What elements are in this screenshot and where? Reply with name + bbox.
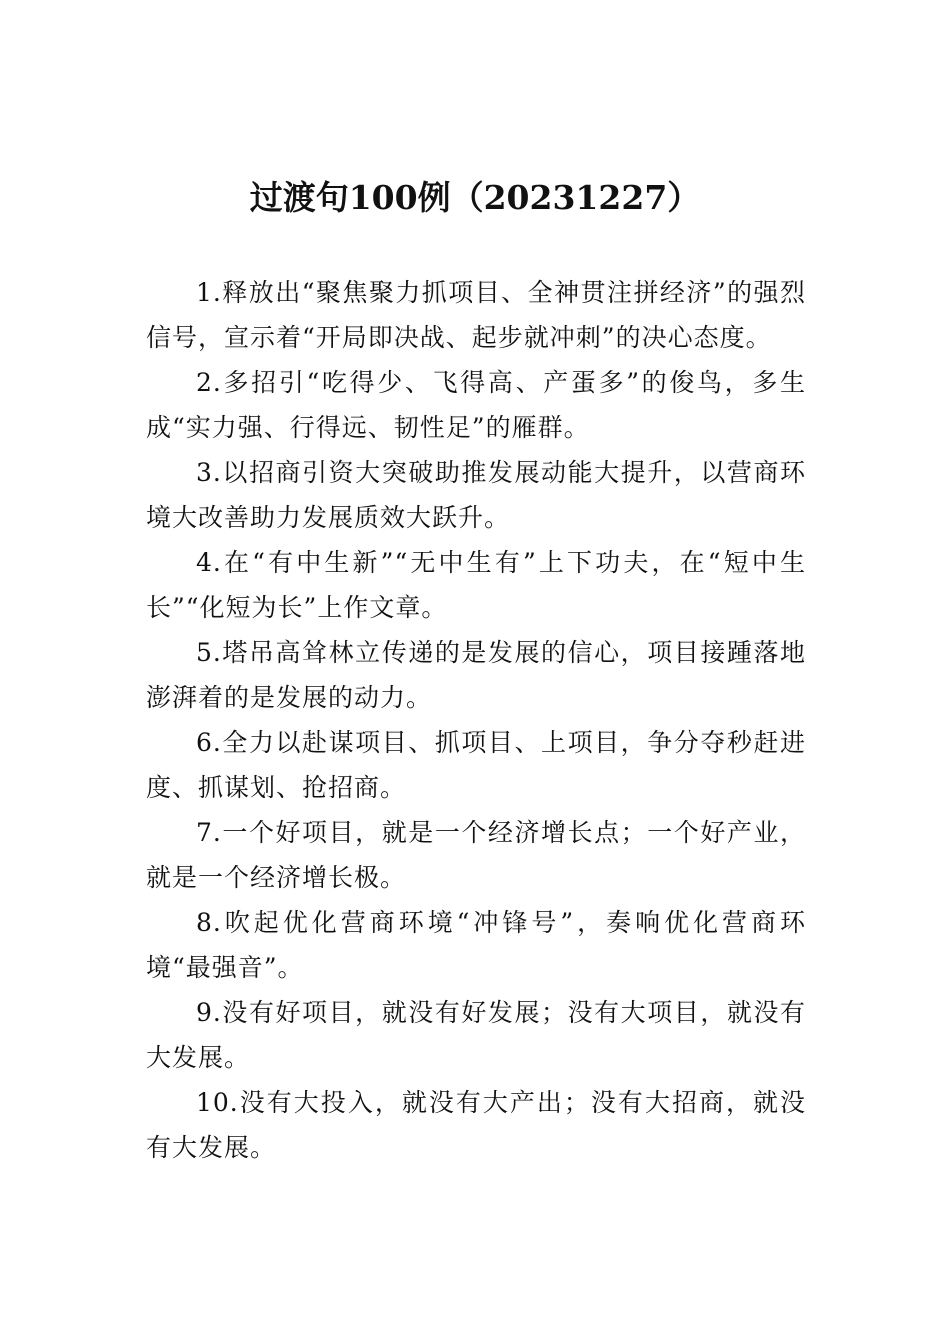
paragraph-2: 2.多招引“吃得少、飞得高、产蛋多”的俊鸟，多生成“实力强、行得远、韧性足”的雁群。 bbox=[146, 368, 806, 442]
paragraph-6: 6.全力以赴谋项目、抓项目、上项目，争分夺秒赶进度、抓谋划、抢招商。 bbox=[146, 728, 806, 802]
paragraph-8: 8.吹起优化营商环境“冲锋号”，奏响优化营商环境“最强音”。 bbox=[146, 908, 806, 982]
paragraph-1: 1.释放出“聚焦聚力抓项目、全神贯注拼经济”的强烈信号，宣示着“开局即决战、起步就冲刺”的决心态度。 bbox=[146, 278, 806, 352]
paragraph-9: 9.没有好项目，就没有好发展；没有大项目，就没有大发展。 bbox=[146, 998, 806, 1072]
document-title: 过渡句100例（20231227） bbox=[249, 178, 701, 217]
paragraph-10: 10.没有大投入，就没有大产出；没有大招商，就没有大发展。 bbox=[146, 1088, 806, 1162]
document-body bbox=[146, 270, 806, 1170]
paragraph-4: 4.在“有中生新”“无中生有”上下功夫，在“短中生长”“化短为长”上作文章。 bbox=[146, 548, 806, 622]
paragraph-3: 3.以招商引资大突破助推发展动能大提升，以营商环境大改善助力发展质效大跃升。 bbox=[146, 458, 806, 532]
paragraph-7: 7.一个好项目，就是一个经济增长点；一个好产业，就是一个经济增长极。 bbox=[146, 818, 806, 892]
paragraph-5: 5.塔吊高耸林立传递的是发展的信心，项目接踵落地澎湃着的是发展的动力。 bbox=[146, 638, 806, 712]
